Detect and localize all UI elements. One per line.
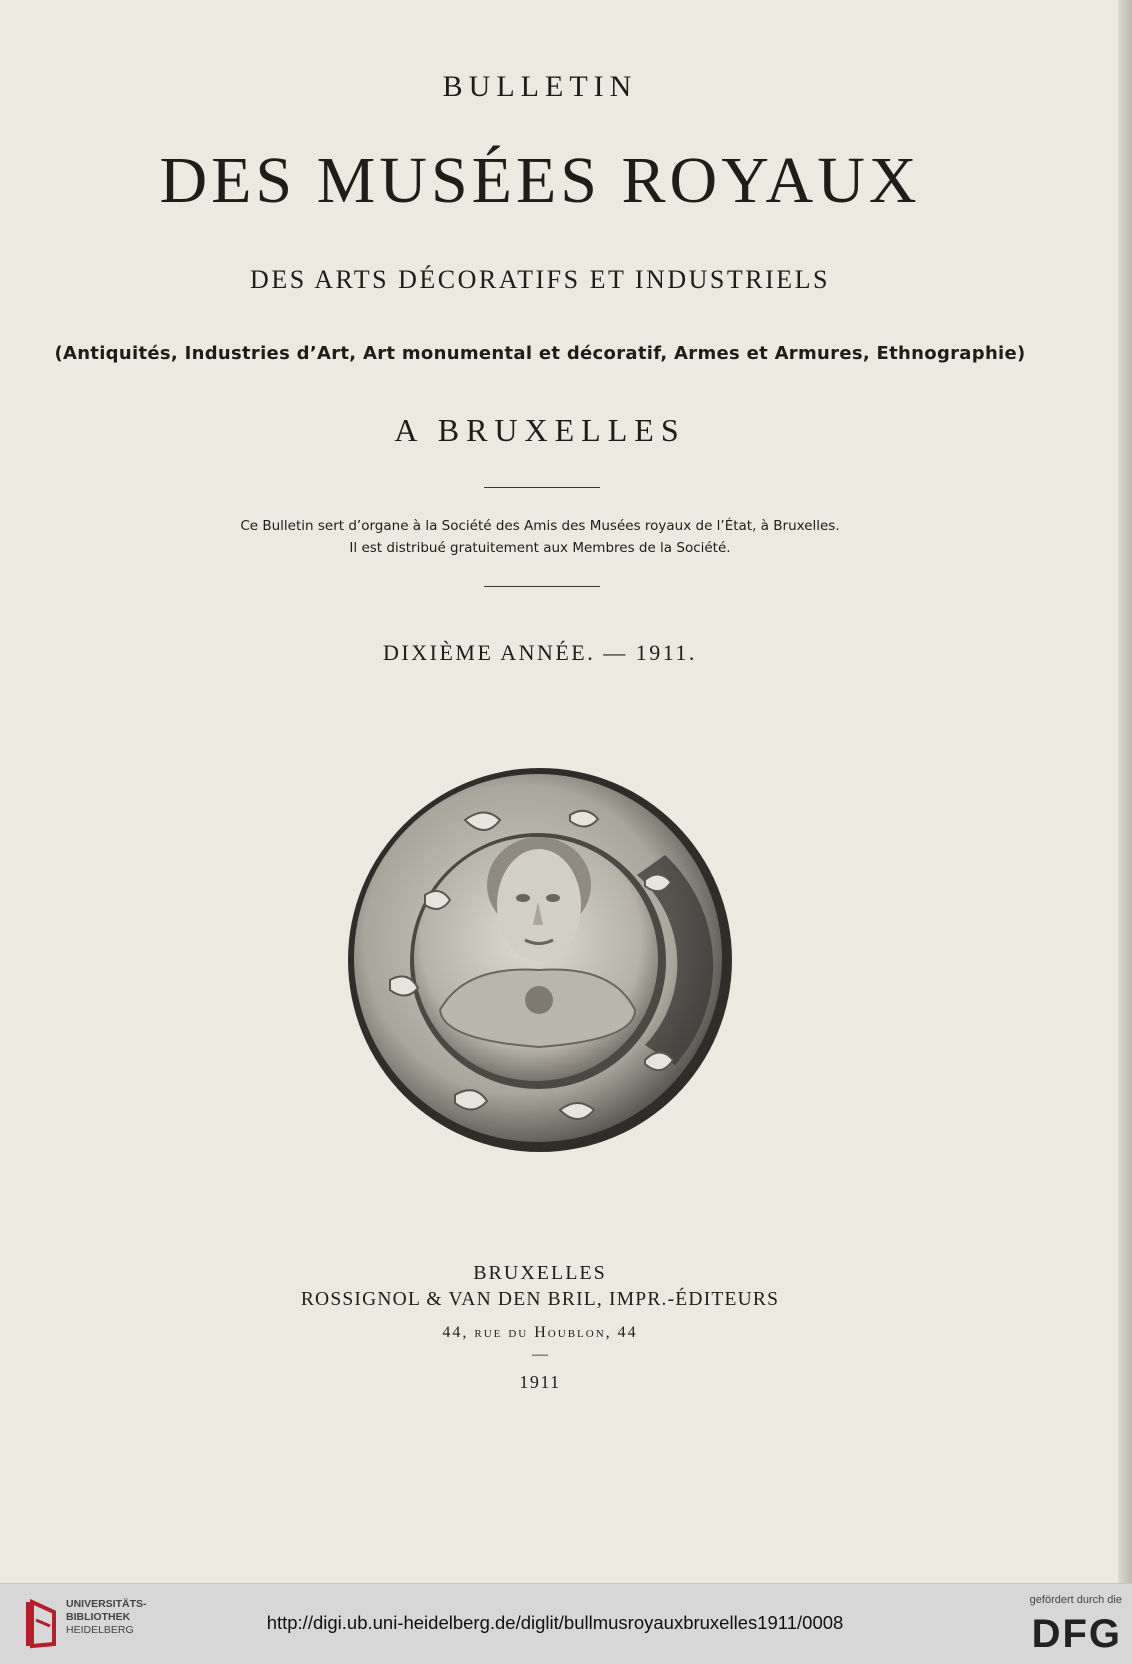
funding-note: gefördert durch die (1029, 1594, 1122, 1606)
library-line-2: BIBLIOTHEK (66, 1611, 131, 1623)
dfg-logo[interactable]: DFG (1031, 1612, 1122, 1656)
organ-line-1: Ce Bulletin sert d’organe à la Société des Amis des Musées royaux de l’État, à Bruxelles. (240, 518, 840, 534)
divider-top (484, 487, 600, 488)
permalink-url[interactable]: http://digi.ub.uni-heidelberg.de/diglit/bullmusroyauxbruxelles1911/0008 (266, 1612, 844, 1633)
ub-heidelberg-logo-icon[interactable] (24, 1598, 60, 1650)
imprint-dash: — (532, 1346, 548, 1363)
city-line: A BRUXELLES (394, 412, 686, 448)
year-line: DIXIÈME ANNÉE. — 1911. (383, 640, 697, 665)
organ-line-2: Il est distribué gratuitement aux Membres de la Société. (349, 540, 731, 556)
organ-notice (0, 515, 1080, 559)
publication-year: 1911 (519, 1372, 561, 1392)
subjects-line: (Antiquités, Industries d’Art, Art monumental et décoratif, Armes et Armures, Ethnographie) (54, 343, 1026, 364)
subtitle: DES ARTS DÉCORATIFS ET INDUSTRIELS (250, 265, 830, 294)
printer-address: 44, rue du Houblon, 44 (442, 1324, 638, 1341)
viewer-footer (0, 1583, 1132, 1664)
printer-name: ROSSIGNOL & VAN DEN BRIL, IMPR.-ÉDITEURS (300, 1289, 780, 1310)
page-edge-shadow (1118, 0, 1132, 1583)
publisher-city: BRUXELLES (473, 1262, 607, 1284)
medallion-svg (345, 765, 735, 1155)
portrait-medallion-image (345, 765, 735, 1155)
library-line-1: UNIVERSITÄTS- (66, 1598, 147, 1610)
bulletin-heading: BULLETIN (442, 70, 638, 103)
library-name[interactable] (66, 1598, 147, 1637)
library-line-3: HEIDELBERG (66, 1624, 134, 1636)
divider-bottom (484, 586, 600, 587)
main-title: DES MUSÉES ROYAUX (159, 144, 921, 217)
